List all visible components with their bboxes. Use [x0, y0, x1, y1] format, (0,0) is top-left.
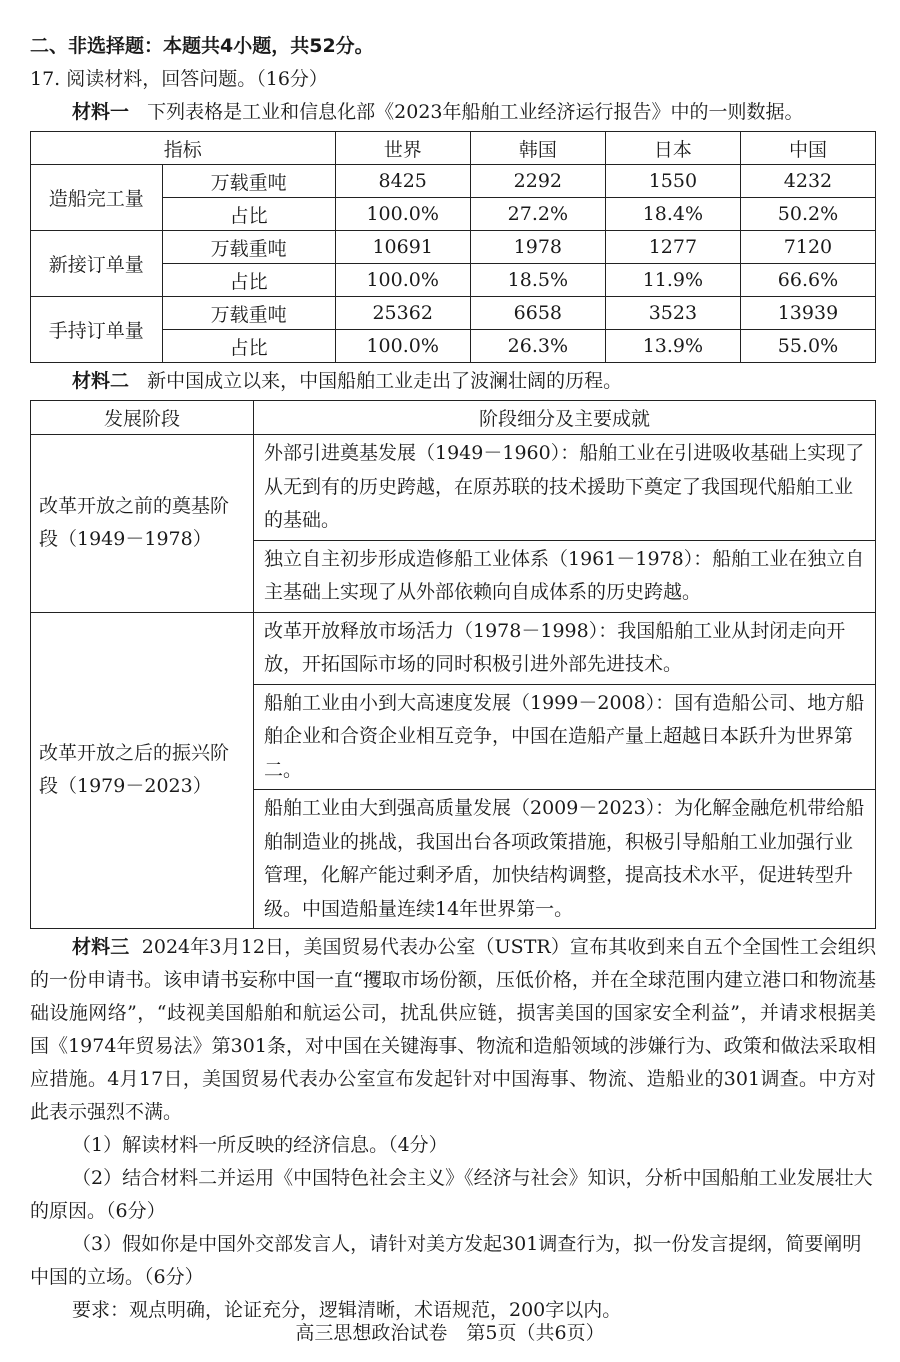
unit-cell: 万载重吨 — [162, 297, 335, 330]
korea-cell: 18.5% — [470, 264, 605, 297]
korea-cell: 1978 — [470, 231, 605, 264]
unit-cell: 占比 — [162, 330, 335, 363]
stage-detail: 船舶工业由大到强高质量发展（2009－2023）：为化解金融危机带给船舶制造业的挑战，我国出台各项政策措施，积极引导船舶工业加强行业管理，化解产能过剩矛盾，加快结构调整，提高技术水平，促进转型升级。中国造船量连续14年世界第一。 — [254, 790, 876, 929]
japan-cell: 18.4% — [605, 198, 740, 231]
header-korea: 韩国 — [470, 132, 605, 165]
world-cell: 25362 — [335, 297, 470, 330]
korea-cell: 26.3% — [470, 330, 605, 363]
china-cell: 55.0% — [740, 330, 875, 363]
japan-cell: 1277 — [605, 231, 740, 264]
stage-name: 改革开放之前的奠基阶段（1949－1978） — [31, 435, 254, 613]
korea-cell: 6658 — [470, 297, 605, 330]
table-header-row — [31, 132, 876, 165]
group-name: 造船完工量 — [31, 165, 163, 231]
japan-cell: 13.9% — [605, 330, 740, 363]
china-cell: 13939 — [740, 297, 875, 330]
stage-detail: 独立自主初步形成造修船工业体系（1961－1978）：船舶工业在独立自主基础上实现了从外部依赖向自成体系的历史跨越。 — [254, 540, 876, 612]
unit-cell: 占比 — [162, 264, 335, 297]
material3-label: 材料三 — [72, 936, 130, 958]
world-cell: 100.0% — [335, 264, 470, 297]
table-row — [31, 297, 876, 330]
section-title: 二、非选择题：本题共4小题，共52分。 — [30, 35, 374, 57]
question-1: （1）解读材料一所反映的经济信息。（4分） — [72, 1134, 448, 1156]
korea-cell: 2292 — [470, 165, 605, 198]
page-footer: 高三思想政治试卷 第5页（共6页） — [295, 1322, 605, 1344]
material1-text: 下列表格是工业和信息化部《2023年船舶工业经济运行报告》中的一则数据。 — [147, 101, 804, 123]
stage-name: 改革开放之后的振兴阶段（1979－2023） — [31, 612, 254, 929]
material1-label: 材料一 — [72, 101, 130, 123]
development-stages-table — [30, 400, 876, 929]
korea-cell: 27.2% — [470, 198, 605, 231]
unit-cell: 万载重吨 — [162, 231, 335, 264]
china-cell: 50.2% — [740, 198, 875, 231]
header-china: 中国 — [740, 132, 875, 165]
material2-intro — [30, 365, 876, 398]
answer-requirement: 要求：观点明确，论证充分，逻辑清晰，术语规范，200字以内。 — [72, 1299, 622, 1321]
header-detail: 阶段细分及主要成就 — [254, 401, 876, 435]
group-name: 手持订单量 — [31, 297, 163, 363]
question-3: （3）假如你是中国外交部发言人，请针对美方发起301调查行为，拟一份发言提纲，简要阐明中国的立场。（6分） — [30, 1233, 862, 1288]
header-japan: 日本 — [605, 132, 740, 165]
table-row — [31, 435, 876, 541]
material1-intro — [30, 96, 876, 129]
world-cell: 8425 — [335, 165, 470, 198]
china-cell: 7120 — [740, 231, 875, 264]
japan-cell: 11.9% — [605, 264, 740, 297]
table-header-row — [31, 401, 876, 435]
header-world: 世界 — [335, 132, 470, 165]
table-row — [31, 612, 876, 684]
china-cell: 66.6% — [740, 264, 875, 297]
world-cell: 100.0% — [335, 198, 470, 231]
header-indicator: 指标 — [31, 132, 336, 165]
japan-cell: 1550 — [605, 165, 740, 198]
japan-cell: 3523 — [605, 297, 740, 330]
material2-text: 新中国成立以来，中国船舶工业走出了波澜壮阔的历程。 — [147, 370, 623, 392]
shipbuilding-table — [30, 131, 876, 363]
unit-cell: 万载重吨 — [162, 165, 335, 198]
table-row — [31, 165, 876, 198]
question-title: 17. 阅读材料，回答问题。（16分） — [30, 68, 328, 90]
table-row — [31, 231, 876, 264]
material3-paragraph — [30, 931, 876, 1129]
stage-detail: 船舶工业由小到大高速度发展（1999－2008）：国有造船公司、地方船舶企业和合资企业相互竞争，中国在造船产量上超越日本跃升为世界第二。 — [254, 684, 876, 790]
exam-page — [30, 30, 876, 1327]
material3-text: 2024年3月12日，美国贸易代表办公室（USTR）宣布其收到来自五个全国性工会组织的一份申请书。该申请书妄称中国一直“攫取市场份额，压低价格，并在全球范围内建立港口和物流基础设施网络”，“歧视美国船舶和航运公司，扰乱供应链，损害美国的国家安全利益”，并请求根据美国《1974年贸易法》第301条，对中国在关键海事、物流和造船领域的涉嫌行为、政策和做法采取相应措施。4月17日，美国贸易代表办公室宣布发起针对中国海事、物流、造船业的301调查。中方对此表示强烈不满。 — [30, 936, 876, 1123]
group-name: 新接订单量 — [31, 231, 163, 297]
unit-cell: 占比 — [162, 198, 335, 231]
world-cell: 10691 — [335, 231, 470, 264]
stage-detail: 改革开放释放市场活力（1978－1998）：我国船舶工业从封闭走向开放，开拓国际市场的同时积极引进外部先进技术。 — [254, 612, 876, 684]
material2-label: 材料二 — [72, 370, 130, 392]
china-cell: 4232 — [740, 165, 875, 198]
stage-detail: 外部引进奠基发展（1949－1960）：船舶工业在引进吸收基础上实现了从无到有的历史跨越，在原苏联的技术援助下奠定了我国现代船舶工业的基础。 — [254, 435, 876, 541]
world-cell: 100.0% — [335, 330, 470, 363]
header-stage: 发展阶段 — [31, 401, 254, 435]
question-2: （2）结合材料二并运用《中国特色社会主义》《经济与社会》知识，分析中国船舶工业发展壮大的原因。（6分） — [30, 1167, 873, 1222]
